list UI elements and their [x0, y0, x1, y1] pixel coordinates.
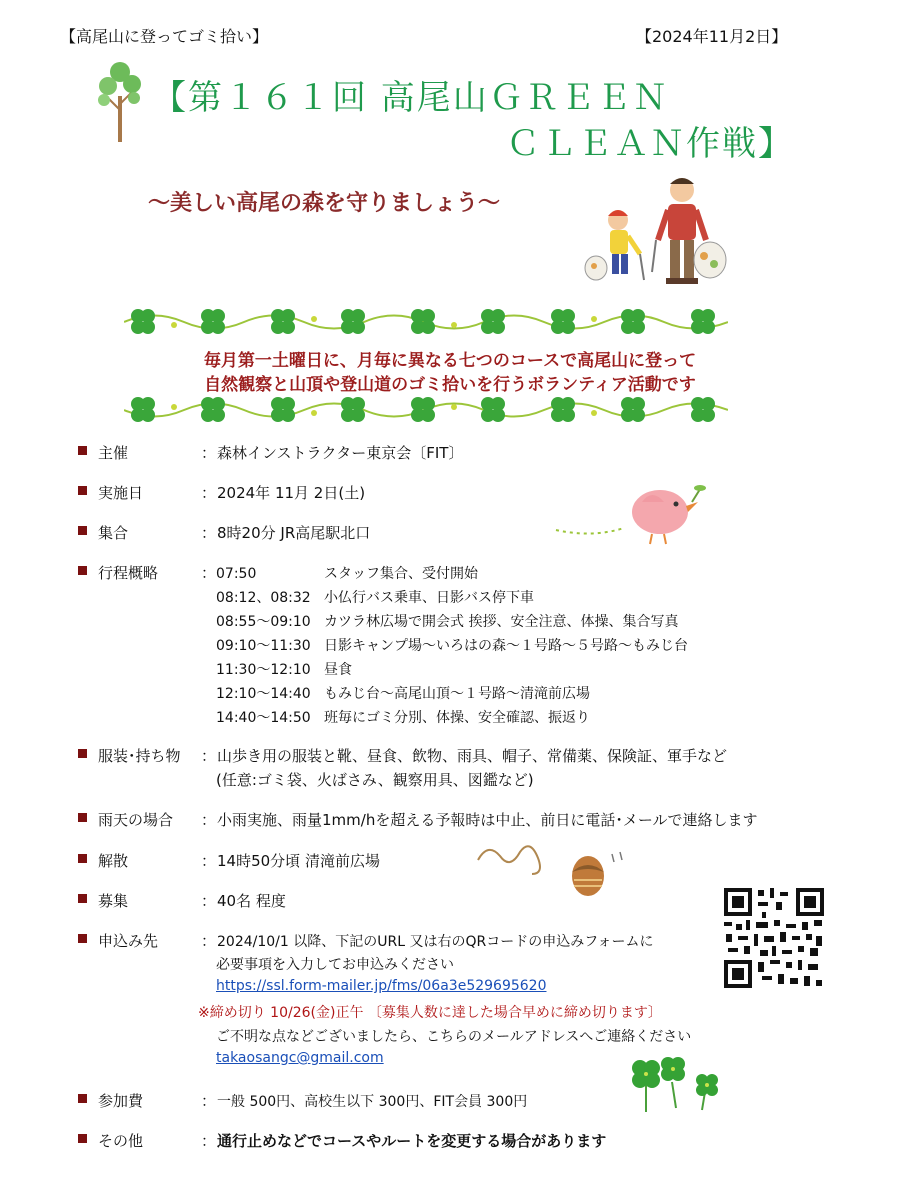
schedule-row — [216, 635, 688, 655]
row-date — [78, 482, 366, 502]
meeting-value: 8時20分 JR高尾駅北口 — [217, 524, 371, 542]
fee-label: 参加費 — [98, 1092, 144, 1110]
row-fee — [78, 1090, 528, 1110]
schedule-row — [216, 563, 478, 583]
colon: ： — [201, 932, 217, 950]
apply-deadline: ※締め切り 10/26(金)正午 〔募集人数に達した場合早めに締め切ります〕 — [198, 1005, 662, 1021]
apply-form-link[interactable]: https://ssl.form-mailer.jp/fms/06a3e529695620 — [216, 978, 547, 994]
schedule-desc: 小仏行バス乗車、日影バス停下車 — [324, 590, 534, 606]
schedule-time: 08:55～09:10 — [216, 614, 311, 630]
colon: ： — [201, 484, 217, 502]
colon: ： — [201, 811, 217, 829]
schedule-row — [216, 707, 590, 727]
bullet-icon — [78, 1134, 87, 1143]
schedule-desc: 日影キャンプ場～いろはの森～１号路～５号路～もみじ台 — [324, 638, 688, 654]
row-belongings — [78, 745, 728, 765]
row-dismissal — [78, 850, 380, 870]
bullet-icon — [78, 854, 87, 863]
bullet-icon — [78, 749, 87, 758]
schedule-desc: もみじ台～高尾山頂～１号路～清滝前広場 — [324, 686, 590, 702]
row-meeting — [78, 522, 371, 542]
dismissal-label: 解散 — [98, 852, 129, 870]
belongings-value: 山歩き用の服装と靴、昼食、飲物、雨具、帽子、常備薬、保険証、軍手など — [217, 747, 728, 765]
schedule-time: 12:10～14:40 — [216, 686, 311, 702]
apply-label: 申込み先 — [98, 932, 159, 950]
schedule-time: 07:50 — [216, 566, 257, 582]
date-value: 2024年 11月 2日(土) — [217, 484, 366, 502]
schedule-row — [216, 587, 534, 607]
apply-contact-text: ご不明な点などございましたら、こちらのメールアドレスへご連絡ください — [216, 1029, 692, 1045]
schedule-desc: カツラ林広場で開会式 挨拶、安全注意、体操、集合写真 — [324, 614, 679, 630]
rain-label: 雨天の場合 — [98, 811, 174, 829]
colon: ： — [201, 1132, 217, 1150]
banner-line-2: 自然観察と山頂や登山道のゴミ拾いを行うボランティア活動です — [204, 375, 696, 395]
belongings-optional: (任意:ゴミ袋、火ばさみ、観察用具、図鑑など) — [216, 771, 534, 789]
apply-line-2: 必要事項を入力してお申込みください — [216, 957, 454, 973]
bullet-icon — [78, 566, 87, 575]
bullet-icon — [78, 934, 87, 943]
bullet-icon — [78, 526, 87, 535]
recruit-value: 40名 程度 — [217, 892, 286, 910]
bullet-icon — [78, 894, 87, 903]
title-line-1: 【第１６１回 高尾山ＧＲＥＥＮ — [152, 78, 669, 118]
tree-icon — [94, 58, 146, 144]
row-rain — [78, 809, 758, 829]
contact-email-link[interactable]: takaosangc@gmail.com — [216, 1050, 384, 1066]
row-organizer — [78, 442, 464, 462]
schedule-time: 08:12、08:32 — [216, 590, 311, 606]
acorn-illustration — [474, 838, 634, 902]
other-value: 通行止めなどでコースやルートを変更する場合があります — [217, 1132, 607, 1150]
colon: ： — [201, 892, 217, 910]
organizer-value: 森林インストラクター東京会〔FIT〕 — [217, 444, 464, 462]
schedule-desc: スタッフ集合、受付開始 — [324, 566, 478, 582]
rain-value: 小雨実施、雨量1mm/hを超える予報時は中止、前日に電話･メールで連絡します — [217, 811, 758, 829]
banner-line-1: 毎月第一土曜日に、月毎に異なる七つのコースで高尾山に登って — [203, 351, 697, 371]
colon: ： — [201, 747, 217, 765]
row-apply — [78, 930, 654, 950]
belongings-label: 服装･持ち物 — [98, 747, 181, 765]
schedule-row — [216, 683, 590, 703]
qr-code[interactable] — [722, 886, 826, 990]
row-recruit — [78, 890, 286, 910]
dismissal-value: 14時50分頃 清滝前広場 — [217, 852, 380, 870]
schedule-desc: 班毎にゴミ分別、体操、安全確認、振返り — [324, 710, 590, 726]
title-line-2: ＣＬＥＡＮ作戦】 — [506, 124, 794, 164]
colon: ： — [201, 852, 217, 870]
cleanup-people-illustration — [582, 168, 732, 292]
other-label: その他 — [98, 1132, 144, 1150]
organizer-label: 主催 — [98, 444, 129, 462]
apply-line-1: 2024/10/1 以降、下記のURL 又は右のQRコードの申込みフォームに — [217, 934, 654, 950]
fee-value: 一般 500円、高校生以下 300円、FIT会員 300円 — [217, 1094, 528, 1110]
schedule-time: 11:30～12:10 — [216, 662, 311, 678]
bird-illustration — [552, 472, 712, 552]
subtitle: ～美しい高尾の森を守りましょう～ — [148, 191, 501, 216]
schedule-time: 14:40～14:50 — [216, 710, 311, 726]
schedule-time: 09:10～11:30 — [216, 638, 311, 654]
colon: ： — [201, 524, 217, 542]
schedule-row — [216, 659, 352, 679]
bullet-icon — [78, 1094, 87, 1103]
schedule-desc: 昼食 — [324, 662, 352, 678]
row-other — [78, 1130, 607, 1150]
clover-illustration — [616, 1052, 726, 1114]
clover-vine-top — [124, 305, 728, 339]
header-date: 【2024年11月2日】 — [636, 27, 788, 46]
colon: ： — [201, 444, 217, 462]
schedule-row — [216, 611, 678, 631]
bullet-icon — [78, 813, 87, 822]
colon: ： — [201, 1092, 217, 1110]
colon: ： — [201, 564, 217, 582]
schedule-label: 行程概略 — [98, 564, 159, 582]
row-schedule — [78, 562, 217, 582]
bullet-icon — [78, 486, 87, 495]
meeting-label: 集合 — [98, 524, 129, 542]
bullet-icon — [78, 446, 87, 455]
date-label: 実施日 — [98, 484, 144, 502]
recruit-label: 募集 — [98, 892, 129, 910]
header-left: 【高尾山に登ってゴミ拾い】 — [60, 27, 269, 46]
clover-vine-bottom — [124, 393, 728, 427]
